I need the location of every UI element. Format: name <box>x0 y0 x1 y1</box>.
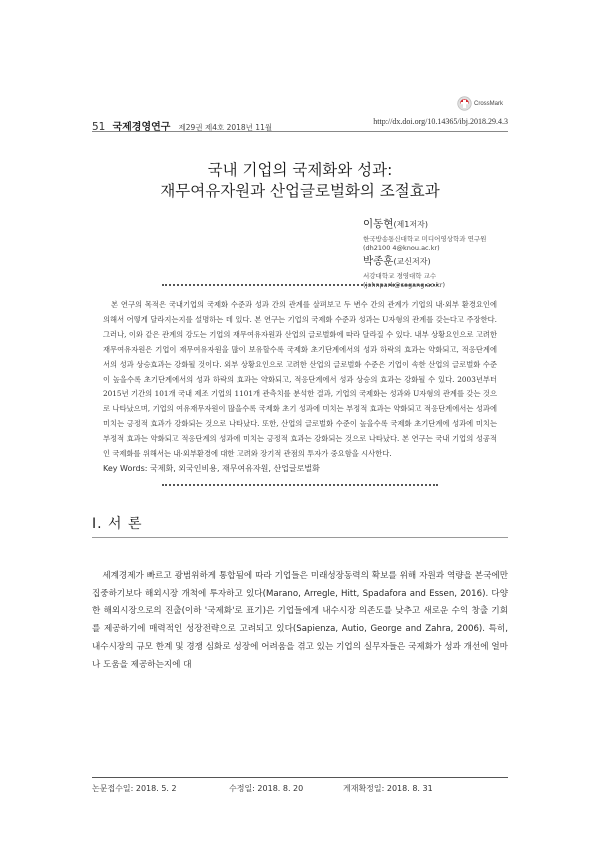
crossmark-badge[interactable] <box>457 96 503 111</box>
abstract-bottom-divider <box>162 484 438 486</box>
header-divider <box>92 131 508 132</box>
title-line-1: 국내 기업의 국제화와 성과: <box>207 161 393 179</box>
paper-title <box>120 160 480 202</box>
crossmark-label: CrossMark <box>474 100 504 107</box>
section-heading: Ⅰ. 서 론 <box>92 516 143 532</box>
revised-date: 수정일: 2018. 8. 20 <box>229 784 304 793</box>
running-header <box>92 115 508 133</box>
body-paragraph: 세계경제가 빠르고 광범위하게 통합됨에 따라 기업들은 미래성장동력의 확보를 위해 자원과 역량을 본국에만 집중하기보다 해외시장 개척에 투자하고 있다(Marano, Arregle, Hitt, Spadafora and Essen, 2016). 다양한 해외시장으로의 진출(이하 '국제화'로 표기)은 기업들에게 내수시장 의존도를 낮추고 새로운 수익 창출 기회를 제공하기에 매력적인 성장전략으로 고려되고 있다(Sapienza, Autio, George and Zahra, 2006). 특히, 내수시장의 규모 한계 및 경쟁 심화로 성장에 어려움을 겪고 있는 기업의 실무자들은 국제화가 성과 개선에 얼마나 도움을 제공하는지에 대 <box>92 571 508 670</box>
author-first <box>363 212 486 252</box>
author-name: 박종훈 <box>363 255 394 267</box>
keywords <box>103 463 320 474</box>
author-role: (교신저자) <box>393 257 431 266</box>
accepted-date: 게재확정일: 2018. 8. 31 <box>343 784 433 793</box>
keywords-label: Key Words: <box>103 464 148 473</box>
footer-divider <box>92 777 508 778</box>
author-email: (johnpark@sogang.ac.kr) <box>363 281 445 289</box>
abstract: 본 연구의 목적은 국내기업의 국제화 수준과 성과 간의 관계를 살펴보고 두 변수 간의 관계가 기업의 내·외부 환경요인에 의해서 어떻게 달라지는지를 설명하는 데 있다. 본 연구는 기업의 국제화 수준과 성과는 U자형의 관계를 갖는다고 주장한다. 그러나, 이와 같은 관계의 강도는 기업의 재무여유자원과 산업의 글로벌화에 따라 달라질 수 있다. 내부 상황요인으로 고려한 재무여유자원은 기업이 재무여유자원을 많이 보유할수록 국제화 초기단계에서의 성과 하락의 효과는 약화되고, 적응단계에서의 성과 상승효과는 강화될 것이다. 외부 상황요인으로 고려한 산업의 글로벌화 수준은 기업이 속한 산업의 글로벌화 수준이 높을수록 초기단계에서의 성과 하락의 효과는 약화되고, 적응단계에서 성과 상승의 효과는 강화될 수 있다. 2003년부터 2015년 기간의 101개 국내 제조 기업의 1101개 관측치를 분석한 결과, 기업의 국제화는 성과와 U자형의 관계를 갖는 것으로 나타났으며, 기업의 여유재무자원이 많을수록 국제화 초기 성과에 미치는 부정적 효과는 약화되고 적응단계에서는 성과에 미치는 긍정적 효과가 강화되는 것으로 나타났다. 또한, 산업의 글로벌화 수준이 높을수록 국제화 초기단계에 성과에 미치는 부정적 효과는 약화되고 적응단계의 성과에 미치는 긍정적 효과는 강화되는 것으로 나타났다. 본 연구는 국내 기업의 성공적인 국제화를 위해서는 내·외부환경에 대한 고려와 장기적 관점의 투자가 중요함을 시사한다. <box>103 300 497 459</box>
author-affiliation: 한국방송통신대학교 미디어영상학과 연구원 <box>363 235 487 243</box>
doi-link[interactable]: http://dx.doi.org/10.14365/ibj.2018.29.4.3 <box>373 117 508 126</box>
issue-info: 제29권 제4호 2018년 11월 <box>178 123 273 132</box>
title-line-2: 재무여유자원과 산업글로벌화의 조절효과 <box>160 182 440 200</box>
crossmark-icon <box>457 96 472 111</box>
journal-name: 국제경영연구 <box>112 122 171 133</box>
author-corresponding <box>363 249 445 289</box>
received-date: 논문접수일: 2018. 5. 2 <box>92 784 177 793</box>
author-name: 이동현 <box>363 218 394 230</box>
page-number: 51 <box>92 121 106 133</box>
author-email: (dh2100 4@knou.ac.kr) <box>363 244 440 252</box>
section-divider <box>92 537 508 538</box>
keywords-values: 국제화, 외국인비용, 재무여유자원, 산업글로벌화 <box>150 464 320 473</box>
author-affiliation: 서강대학교 경영대학 교수 <box>363 272 437 280</box>
abstract-top-divider <box>162 284 438 286</box>
author-role: (제1저자) <box>393 220 428 229</box>
